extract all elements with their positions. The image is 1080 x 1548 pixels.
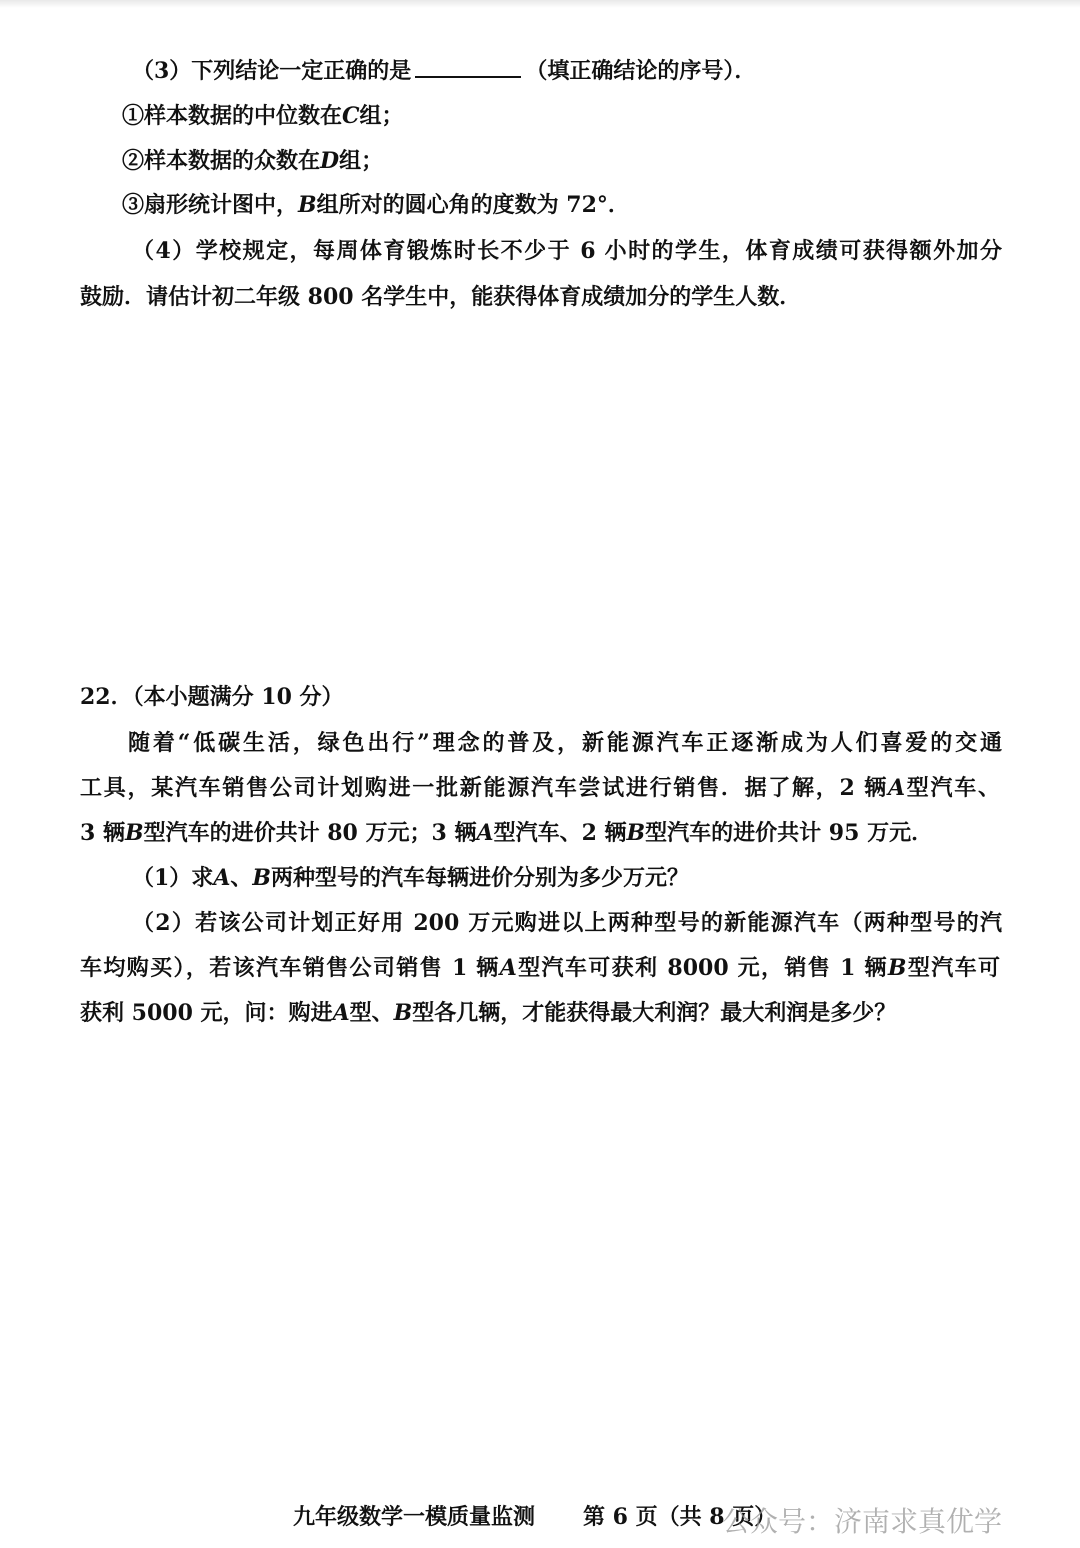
q22-header: 22．（本小题满分 10 分） [80, 684, 344, 710]
q21-part3 [132, 56, 756, 86]
q22-part2-line2: 车均购买），若该汽车销售公司销售 1 辆A型汽车可获利 8000 元，销售 1 辆B型汽车可 [80, 955, 1000, 981]
footer-exam-title: 九年级数学一模质量监测 [293, 1504, 536, 1530]
page-top-edge [0, 0, 1080, 8]
q21-part3-hint: （填正确结论的序号）． [525, 58, 757, 84]
q21-option-1: ①样本数据的中位数在C组； [122, 103, 404, 129]
q22-intro-line1: 随着“低碳生活，绿色出行”理念的普及，新能源汽车正逐渐成为人们喜爱的交通 [128, 730, 1002, 756]
answer-blank[interactable] [415, 56, 521, 78]
q21-part4-line2: 鼓励．请估计初二年级 800 名学生中，能获得体育成绩加分的学生人数． [80, 284, 802, 310]
q22-intro-line2: 工具，某汽车销售公司计划购进一批新能源汽车尝试进行销售．据了解，2 辆A型汽车、 [80, 775, 1000, 801]
q21-part4-line1: （4）学校规定，每周体育锻炼时长不少于 6 小时的学生，体育成绩可获得额外加分 [132, 238, 1002, 264]
page-footer [293, 1500, 776, 1531]
watermark-text: 公众号：济南求真优学 [722, 1505, 1003, 1538]
q21-option-2: ②样本数据的众数在D组； [122, 148, 384, 174]
q22-part1: （1）求A、B两种型号的汽车每辆进价分别为多少万元？ [132, 865, 690, 891]
footer-page-number: 第 6 页（共 8 页） [583, 1504, 777, 1530]
q22-part2-line1: （2）若该公司计划正好用 200 万元购进以上两种型号的新能源汽车（两种型号的汽 [132, 910, 1002, 936]
q21-part3-prompt: （3）下列结论一定正确的是 [132, 58, 412, 84]
q22-intro-line3: 3 辆B型汽车的进价共计 80 万元；3 辆A型汽车、2 辆B型汽车的进价共计 95 万元． [80, 820, 934, 846]
q21-option-3: ③扇形统计图中，B组所对的圆心角的度数为 72°． [122, 192, 630, 218]
q22-part2-line3: 获利 5000 元，问：购进A型、B型各几辆，才能获得最大利润？最大利润是多少？ [80, 1000, 897, 1026]
